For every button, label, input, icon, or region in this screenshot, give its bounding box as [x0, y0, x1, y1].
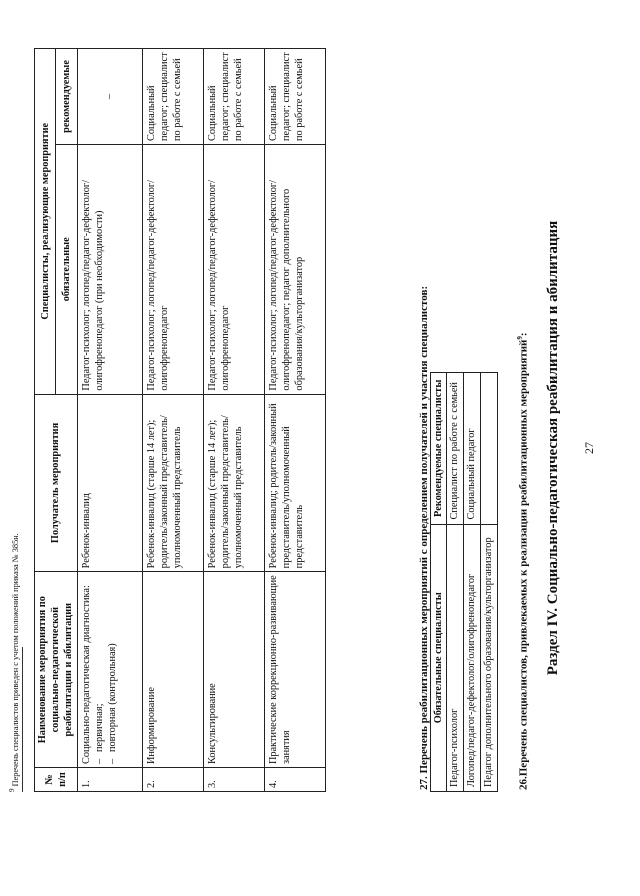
measure-subitem — [93, 575, 106, 764]
table-cell — [481, 373, 498, 525]
table-row — [264, 49, 325, 792]
dash-marker: – — [106, 758, 118, 765]
recommended-specialists: Социальный педагог; специалист по работе с семьей — [203, 49, 264, 145]
row-number: 4. — [264, 768, 325, 792]
table-row — [481, 373, 498, 792]
recipient: Ребенок-инвалид (старше 14 лет); родитель/законный представитель/уполномоченный представитель — [203, 394, 264, 572]
column-header-mandatory: обязательные — [56, 144, 77, 394]
footnote-separator — [22, 647, 23, 792]
table-cell: Педагог-психолог — [447, 524, 464, 791]
column-header-mandatory: Обязательные специалисты — [431, 524, 447, 791]
table-cell: Специалист по работе с семьей — [447, 373, 464, 525]
mandatory-specialists: Педагог-психолог; логопед/педагог-дефектолог/олигофренопедагог — [142, 144, 203, 394]
table-row — [142, 49, 203, 792]
mandatory-specialists: Педагог-психолог; логопед/педагог-дефектолог/олигофренопедагог; педагог дополнительного образования/культорганизатор — [264, 144, 325, 394]
row-number: 3. — [203, 768, 264, 792]
section27-caption: 27. Перечень реабилитационных мероприятий с определением получателей и участия специалистов: — [418, 285, 430, 790]
column-header-recipient: Получатель мероприятия — [35, 394, 78, 572]
footnote-text: Перечень специалистов приведен с учетом положений приказа № 385н. — [10, 533, 20, 787]
footnote-reference: 9 — [516, 336, 524, 340]
table-row — [203, 49, 264, 792]
table-header-row — [431, 373, 447, 792]
table-cell: Логопед/педагог-дефектолог/олигофренопедагог — [464, 524, 481, 791]
section26-caption-end: : — [517, 332, 530, 337]
footnote — [8, 533, 20, 792]
measure-subitem-text: повторная (контрольная) — [106, 643, 118, 753]
row-number: 1. — [77, 768, 142, 792]
measure-name — [77, 572, 142, 768]
table-header-row — [35, 49, 56, 792]
column-header-recommended: Рекомендуемые специалисты — [431, 373, 447, 525]
section-title: Раздел IV. Социально-педагогическая реабилитация и абилитация — [545, 220, 561, 676]
table-cell: Социальный педагог — [464, 373, 481, 525]
measure-subitem — [106, 575, 119, 764]
recommended-specialists: – — [77, 49, 142, 145]
recipient: Ребенок-инвалид; родитель/законный представитель/уполномоченный представитель — [264, 394, 325, 572]
recommended-specialists: Социальный педагог; специалист по работе с семьей — [142, 49, 203, 145]
measure-name: Практические коррекционно-развивающие занятия — [264, 572, 325, 768]
table-row — [447, 373, 464, 792]
column-header-recommended: рекомендуемые — [56, 49, 77, 145]
footnote-marker: 9 — [8, 788, 16, 792]
mandatory-specialists: Педагог-психолог; логопед/педагог-дефектолог/олигофренопедагог (при необходимости) — [77, 144, 142, 394]
column-header-measure-name: Наименование мероприятия по социально-педагогической реабилитации и абилитации — [35, 572, 78, 768]
table-row — [77, 49, 142, 792]
recipient: Ребенок-инвалид — [77, 394, 142, 572]
recipient: Ребенок-инвалид (старше 14 лет); родитель/законный представитель/уполномоченный представитель — [142, 394, 203, 572]
table-cell: Педагог дополнительного образования/культорганизатор — [481, 524, 498, 791]
page-number: 27 — [582, 442, 596, 454]
measure-subitem-text: первичная; — [93, 703, 105, 753]
section26-caption-text: 26.Перечень специалистов, привлекаемых к реализации реабилитационных мероприятий — [517, 339, 530, 790]
recommended-specialists: Социальный педагог; специалист по работе с семьей — [264, 49, 325, 145]
measure-name: Информирование — [142, 572, 203, 768]
dash-marker: – — [93, 758, 105, 765]
measure-name: Консультирование — [203, 572, 264, 768]
section26-caption — [516, 332, 530, 790]
measures-table — [34, 48, 326, 792]
column-header-number: № п/п — [35, 768, 78, 792]
column-header-specialists: Специалисты, реализующие мероприятие — [35, 49, 56, 395]
row-number: 2. — [142, 768, 203, 792]
table-row — [464, 373, 481, 792]
measure-name-text: Социально-педагогическая диагностика: — [80, 585, 92, 765]
mandatory-specialists: Педагог-психолог; логопед/педагог-дефектолог/олигофренопедагог — [203, 144, 264, 394]
specialists-table — [430, 372, 498, 792]
